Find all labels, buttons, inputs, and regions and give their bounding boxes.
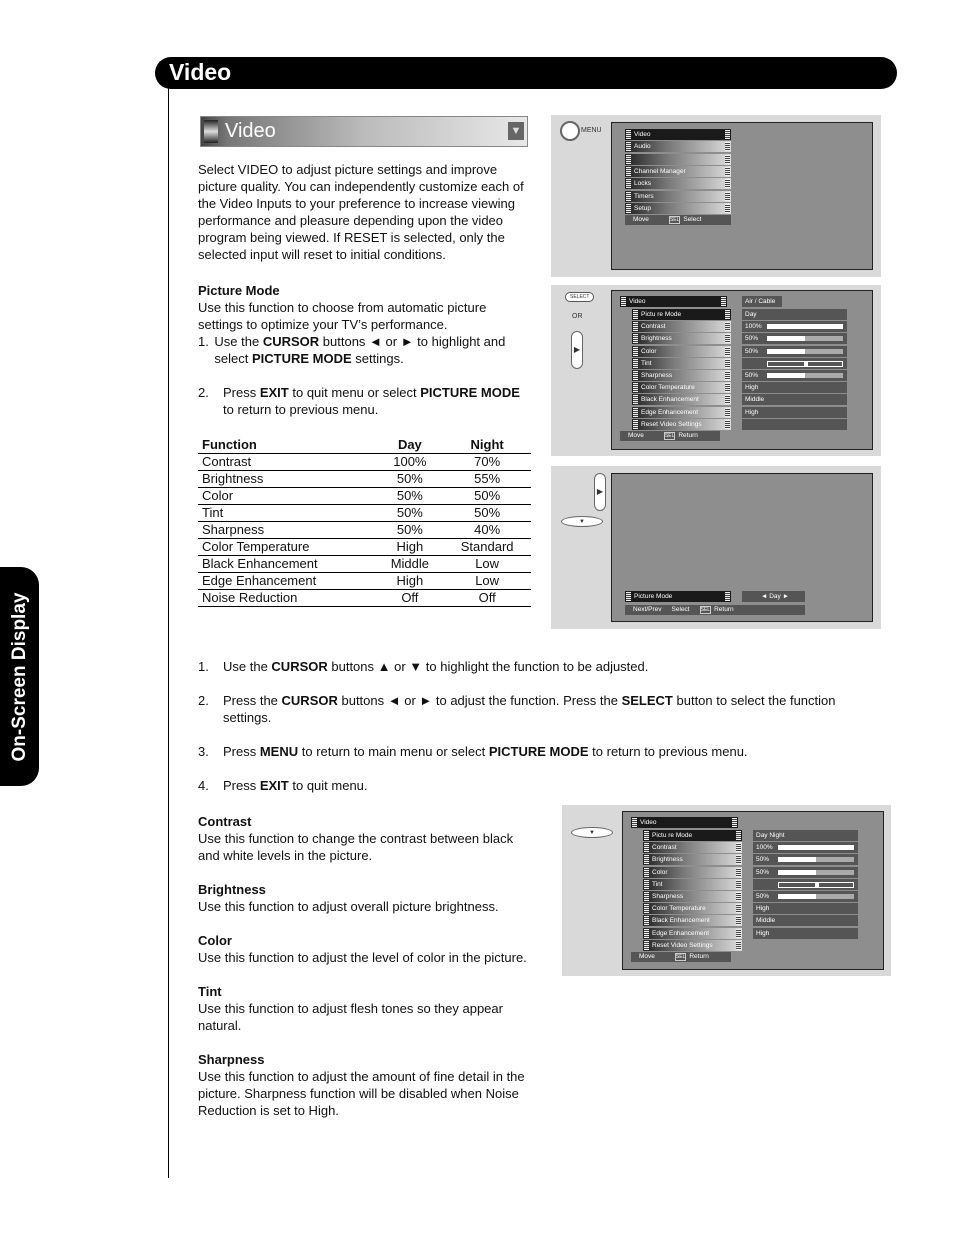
- level-bar: [778, 857, 854, 862]
- bar-icon: [204, 120, 218, 143]
- step-text-part: EXIT: [259, 778, 289, 793]
- step-text-part: buttons ▲ or ▼ to highlight the function to be adjusted.: [327, 659, 649, 674]
- table-cell: Off: [376, 589, 443, 606]
- next-prev-hint: Next/Prev: [633, 606, 662, 613]
- menu-title: Video: [631, 817, 738, 828]
- table-cell: Color Temperature: [198, 538, 376, 555]
- step-text-part: MENU: [259, 744, 299, 759]
- cursor-right-icon: ▶: [571, 331, 583, 369]
- menu-item[interactable]: Black Enhancement: [643, 915, 742, 926]
- menu-item[interactable]: Color: [643, 867, 742, 878]
- table-row: [198, 555, 531, 572]
- menu-item[interactable]: Video: [625, 129, 731, 140]
- level-fill: [778, 870, 816, 875]
- step-num: 2.: [198, 385, 209, 400]
- side-tab-label: On-Screen Display: [8, 592, 30, 761]
- function-desc: Use this function to adjust flesh tones so they appear natural.: [198, 1001, 503, 1033]
- return-hint: Return: [678, 432, 698, 439]
- step-text-part: to return to previous menu.: [588, 744, 748, 759]
- step-text: [223, 743, 748, 760]
- menu-item[interactable]: Timers: [625, 191, 731, 202]
- value-text: High: [745, 408, 759, 416]
- menu-item[interactable]: Channel Manager: [625, 166, 731, 177]
- steps-list: [198, 658, 868, 811]
- step-text-part: button to select the function settings.: [223, 693, 836, 725]
- level-bar: [767, 336, 843, 341]
- menu-item[interactable]: Black Enhancement: [632, 394, 731, 405]
- table-cell: 50%: [443, 487, 531, 504]
- cursor-down-icon: ▼: [571, 827, 613, 838]
- tv-screen: [611, 122, 873, 270]
- function-item: [198, 813, 532, 864]
- menu-item[interactable]: Color Temperature: [643, 903, 742, 914]
- page-header: Video: [155, 57, 897, 89]
- table-cell: High: [376, 572, 443, 589]
- step-text-part: Press: [223, 744, 260, 759]
- t: PICTURE MODE: [251, 351, 352, 366]
- menu-footer: [620, 431, 720, 441]
- value-text: High: [756, 929, 770, 937]
- select-button-icon: SELECT: [565, 292, 594, 302]
- function-item: [198, 881, 532, 915]
- table-row: [198, 453, 531, 470]
- value-field: [753, 928, 858, 939]
- move-hint: Move: [639, 953, 655, 960]
- tint-marker: [815, 883, 819, 887]
- step-item: [198, 743, 868, 760]
- level-bar: [778, 870, 854, 875]
- function-item: [198, 1051, 532, 1119]
- divider: [168, 88, 169, 1178]
- picture-mode-section: [198, 282, 532, 418]
- menu-item[interactable]: Sharpness: [643, 891, 742, 902]
- level-bar: [778, 845, 854, 850]
- side-tab: [0, 567, 39, 786]
- value-field: [753, 867, 858, 878]
- menu-item[interactable]: Sharpness: [632, 370, 731, 381]
- menu-item[interactable]: Color: [632, 346, 731, 357]
- table-cell: Low: [443, 572, 531, 589]
- menu-item[interactable]: Edge Enhancement: [632, 407, 731, 418]
- menu-item[interactable]: Contrast: [632, 321, 731, 332]
- step-text-part: to return to main menu or select: [298, 744, 489, 759]
- step-text-part: CURSOR: [281, 693, 338, 708]
- osd-panel-video-menu: [551, 285, 881, 456]
- function-heading: Color: [198, 933, 232, 948]
- return-hint: Return: [714, 606, 734, 613]
- step-num: 3.: [198, 744, 209, 759]
- dropdown-triangle-icon: ▼: [508, 122, 524, 140]
- step-text: [223, 692, 868, 726]
- value-field[interactable]: ◄ Day ►: [742, 591, 805, 602]
- table-cell: Edge Enhancement: [198, 572, 376, 589]
- value-field: [742, 370, 847, 381]
- menu-item[interactable]: Picture Mode: [625, 591, 731, 602]
- t: to quit menu or select: [288, 385, 421, 400]
- table-cell: Low: [443, 555, 531, 572]
- menu-footer: [625, 215, 731, 225]
- step-text-part: Press the: [223, 693, 282, 708]
- menu-item[interactable]: Brightness: [632, 333, 731, 344]
- move-hint: Move: [633, 216, 649, 223]
- t: Use the: [214, 334, 263, 349]
- col-header: Day: [376, 436, 443, 453]
- table-cell: Tint: [198, 504, 376, 521]
- value-field: [742, 394, 847, 405]
- value-text: High: [745, 384, 759, 392]
- menu-item[interactable]: Reset Video Settings: [632, 419, 731, 430]
- tint-bar: [778, 882, 854, 888]
- intro-text: Select VIDEO to adjust picture settings and improve picture quality. You can independently customize each of the Video Inputs to your preference to increase viewing performance and pleasure depending upon the video program being viewed. If RESET is selected, only the selected input will reset to initial conditions.: [198, 162, 524, 262]
- function-desc: Use this function to adjust overall picture brightness.: [198, 899, 499, 914]
- level-bar: [778, 894, 854, 899]
- table-cell: 50%: [376, 487, 443, 504]
- value-text: Day Night: [756, 832, 785, 839]
- t: CURSOR: [262, 334, 320, 349]
- osd-panel-video-night: [562, 805, 891, 976]
- table-cell: 55%: [443, 470, 531, 487]
- step-text-part: Use the: [223, 659, 272, 674]
- table-cell: 50%: [443, 504, 531, 521]
- t: Press: [223, 385, 260, 400]
- table-cell: Middle: [376, 555, 443, 572]
- table-row: [198, 470, 531, 487]
- menu-button-icon: [560, 121, 580, 141]
- t: buttons ◄ or ► to highlight and select: [214, 334, 506, 366]
- menu-footer: [625, 605, 805, 615]
- table-cell: Off: [443, 589, 531, 606]
- menu-item[interactable]: Audio: [625, 141, 731, 152]
- step-item: [198, 658, 868, 675]
- function-heading: Brightness: [198, 882, 266, 897]
- value-field: [742, 333, 847, 344]
- section-title-bar: [200, 116, 528, 147]
- table-row: [198, 521, 531, 538]
- value-text: Middle: [745, 396, 765, 404]
- value-text: Middle: [756, 917, 776, 925]
- table-cell: Noise Reduction: [198, 589, 376, 606]
- value-text: 100%: [756, 844, 773, 852]
- step-num: 2.: [198, 693, 209, 708]
- table-cell: Sharpness: [198, 521, 376, 538]
- table-row: [198, 572, 531, 589]
- value-field: [742, 321, 847, 332]
- step-text-part: SELECT: [621, 693, 673, 708]
- cursor-down-icon: ▼: [561, 516, 603, 527]
- level-fill: [778, 845, 854, 850]
- table-cell: High: [376, 538, 443, 555]
- value-field: [742, 382, 847, 393]
- function-heading: Contrast: [198, 814, 252, 829]
- menu-item[interactable]: Reset Video Settings: [643, 940, 742, 951]
- col-header: Function: [198, 436, 376, 453]
- picture-mode-heading: Picture Mode: [198, 283, 280, 298]
- table-row: [198, 504, 531, 521]
- level-bar: [767, 324, 843, 329]
- or-label: OR: [572, 313, 583, 320]
- menu-item[interactable]: Setup: [625, 203, 731, 214]
- function-desc: Use this function to adjust the amount of fine detail in the picture. Sharpness function will be disabled when Noise Reduction is set to High.: [198, 1069, 525, 1118]
- value-field: [753, 903, 858, 914]
- table-cell: 50%: [376, 504, 443, 521]
- menu-item[interactable]: Brightness: [643, 854, 742, 865]
- move-hint: Move: [628, 432, 644, 439]
- menu-item[interactable]: Color Temperature: [632, 382, 731, 393]
- value-text: 50%: [745, 372, 759, 379]
- sel-icon: SEL: [664, 433, 675, 439]
- table-cell: Standard: [443, 538, 531, 555]
- value-field: [753, 879, 858, 890]
- t: EXIT: [259, 385, 289, 400]
- function-descriptions: [198, 813, 532, 1136]
- value-text: 50%: [745, 335, 759, 343]
- picture-mode-step-2: [198, 384, 532, 418]
- cursor-right-icon: ▶: [594, 473, 606, 511]
- select-hint: Select: [671, 606, 690, 613]
- select-hint: Select: [683, 216, 702, 223]
- menu-item[interactable]: Pictu re Mode: [632, 309, 731, 320]
- tint-bar: [767, 361, 843, 367]
- level-fill: [778, 894, 816, 899]
- picture-mode-table: [198, 436, 531, 607]
- table-cell: 50%: [376, 521, 443, 538]
- osd-panel-picture-mode: [551, 466, 881, 629]
- t: to return to previous menu.: [223, 402, 379, 417]
- level-fill: [767, 324, 843, 329]
- col-header: Night: [443, 436, 531, 453]
- osd-panel-main-menu: [551, 115, 881, 277]
- value-field: [753, 891, 858, 902]
- value-text: 50%: [756, 856, 770, 864]
- step-item: [198, 692, 868, 726]
- step-num: 4.: [198, 778, 209, 793]
- value-field: [742, 358, 847, 369]
- step-num: 1.: [198, 659, 209, 674]
- sel-icon: SEL: [669, 217, 680, 223]
- value-field: [742, 407, 847, 418]
- function-heading: Tint: [198, 984, 222, 999]
- table-row: [198, 538, 531, 555]
- menu-item[interactable]: Contrast: [643, 842, 742, 853]
- value-field: [742, 419, 847, 430]
- picture-mode-desc: Use this function to choose from automatic picture settings to optimize your TV’s performance.: [198, 300, 487, 332]
- menu-item[interactable]: Pictu re Mode: [643, 830, 742, 841]
- step-num: 1.: [198, 334, 209, 349]
- sel-icon: SEL: [675, 954, 686, 960]
- value-field: [742, 346, 847, 357]
- table-cell: 100%: [376, 453, 443, 470]
- step-text-part: to quit menu.: [288, 778, 368, 793]
- level-bar: [767, 373, 843, 378]
- value-text: High: [756, 905, 770, 913]
- value-text: 50%: [745, 347, 759, 355]
- step-text: [223, 777, 368, 794]
- table-cell: 70%: [443, 453, 531, 470]
- level-fill: [767, 349, 805, 354]
- table-cell: Color: [198, 487, 376, 504]
- function-desc: Use this function to change the contrast between black and white levels in the picture.: [198, 831, 514, 863]
- level-fill: [767, 336, 805, 341]
- level-fill: [778, 857, 816, 862]
- value-field: [742, 309, 847, 320]
- menu-item[interactable]: Edge Enhancement: [643, 928, 742, 939]
- level-bar: [767, 349, 843, 354]
- table-row: [198, 589, 531, 606]
- tv-screen: [611, 473, 873, 622]
- value-text: 50%: [756, 893, 770, 900]
- menu-item[interactable]: Locks: [625, 178, 731, 189]
- step-text: [223, 658, 648, 675]
- section-title: Video: [225, 120, 276, 142]
- tint-marker: [804, 362, 808, 366]
- value-text: Day: [745, 311, 757, 318]
- tv-screen: [611, 290, 873, 450]
- value-text: 100%: [745, 323, 762, 331]
- function-item: [198, 983, 532, 1034]
- t: PICTURE MODE: [420, 385, 520, 400]
- table-cell: 50%: [376, 470, 443, 487]
- table-cell: Black Enhancement: [198, 555, 376, 572]
- value-field: [753, 842, 858, 853]
- step-item: [198, 777, 868, 794]
- tv-screen: [622, 811, 884, 970]
- table-row: [198, 487, 531, 504]
- table-cell: Brightness: [198, 470, 376, 487]
- t: settings.: [351, 351, 404, 366]
- picture-mode-step-1: [198, 333, 532, 367]
- function-heading: Sharpness: [198, 1052, 265, 1067]
- value-text: 50%: [756, 868, 770, 876]
- value-field: [753, 915, 858, 926]
- menu-item[interactable]: Tint: [632, 358, 731, 369]
- function-desc: Use this function to adjust the level of color in the picture.: [198, 950, 527, 965]
- function-item: [198, 932, 532, 966]
- step-text-part: buttons ◄ or ► to adjust the function. Press the: [337, 693, 622, 708]
- source-label: Air / Cable: [742, 296, 782, 307]
- table-cell: Contrast: [198, 453, 376, 470]
- menu-footer: [631, 952, 731, 962]
- menu-item[interactable]: Tint: [643, 879, 742, 890]
- step-text-part: PICTURE MODE: [488, 744, 589, 759]
- value-field: [753, 830, 858, 841]
- menu-title: Video: [620, 296, 727, 307]
- menu-item[interactable]: [625, 154, 731, 165]
- return-hint: Return: [689, 953, 709, 960]
- step-text-part: Press: [223, 778, 260, 793]
- sel-icon: SEL: [700, 607, 711, 613]
- value-field: [753, 854, 858, 865]
- menu-button-label: MENU: [581, 127, 602, 134]
- table-cell: 40%: [443, 521, 531, 538]
- step-text-part: CURSOR: [271, 659, 328, 674]
- level-fill: [767, 373, 805, 378]
